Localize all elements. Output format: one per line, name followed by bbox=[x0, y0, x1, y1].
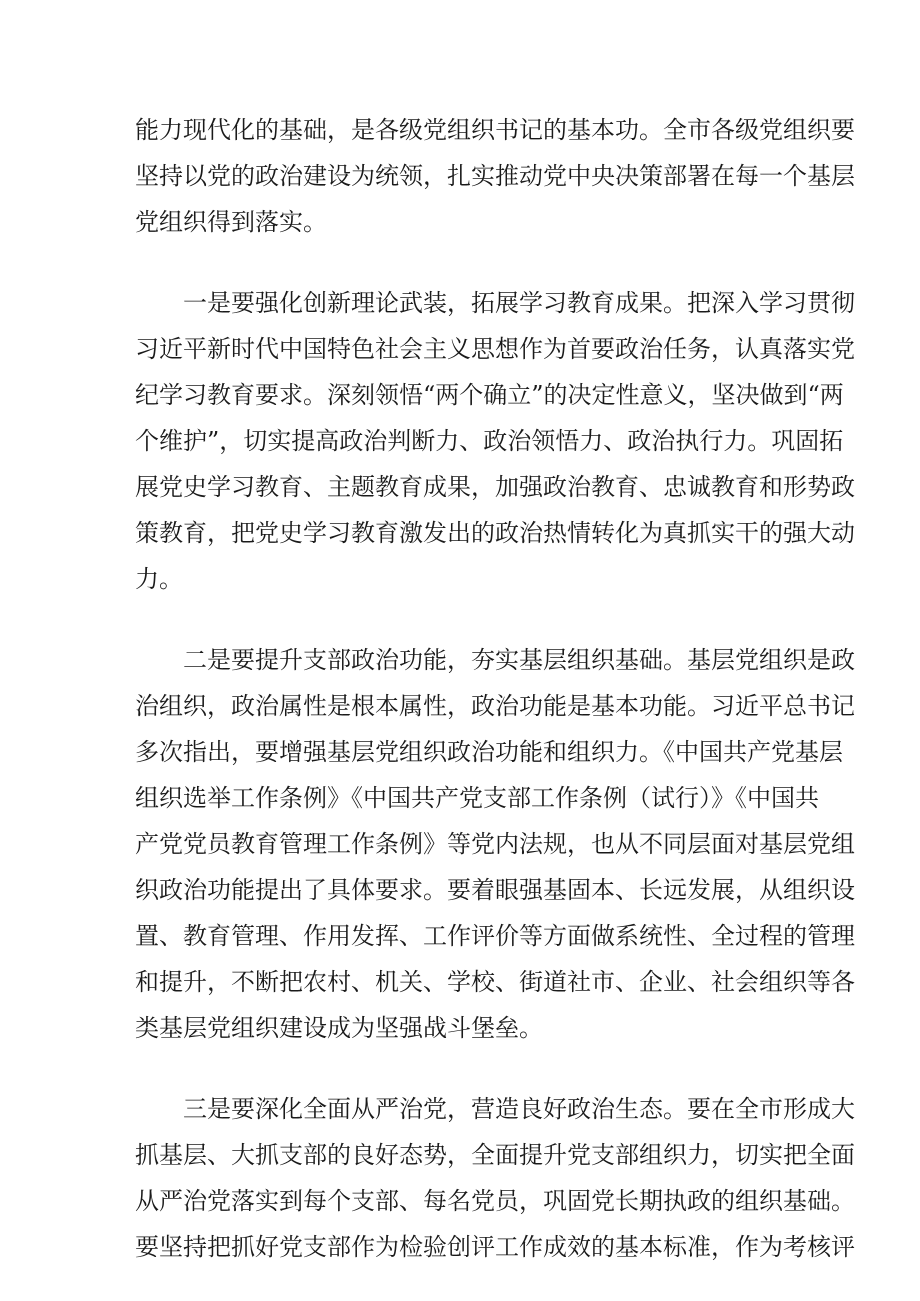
paragraph-4-line-3: 从严治党落实到每个支部、每名党员，巩固党长期执政的组织基础。 bbox=[135, 1187, 855, 1215]
paragraph-3-line-8: 和提升，不断把农村、机关、学校、街道社市、企业、社会组织等各 bbox=[135, 968, 855, 996]
paragraph-4-line-2: 抓基层、大抓支部的良好态势，全面提升党支部组织力，切实把全面 bbox=[135, 1141, 855, 1169]
paragraph-1-line-1: 能力现代化的基础，是各级党组织书记的基本功。全市各级党组织要 bbox=[135, 116, 855, 144]
paragraph-3-line-6: 织政治功能提出了具体要求。要着眼强基固本、长远发展，从组织设 bbox=[135, 876, 855, 904]
paragraph-2-line-4: 个维护”，切实提高政治判断力、政治领悟力、政治执行力。巩固拓 bbox=[135, 427, 844, 455]
paragraph-4-line-4: 要坚持把抓好党支部作为检验创评工作成效的基本标准，作为考核评 bbox=[135, 1233, 855, 1261]
paragraph-4-line-1: 三是要深化全面从严治党，营造良好政治生态。要在全市形成大 bbox=[183, 1095, 855, 1123]
paragraph-3-line-4: 组织选举工作条例》《中国共产党支部工作条例（试行）》《中国共 bbox=[135, 784, 819, 812]
paragraph-3-line-9: 类基层党组织建设成为坚强战斗堡垒。 bbox=[135, 1014, 543, 1042]
paragraph-3-line-3: 多次指出，要增强基层党组织政治功能和组织力。《中国共产党基层 bbox=[135, 738, 843, 766]
paragraph-2-line-5: 展党史学习教育、主题教育成果，加强政治教育、忠诚教育和形势政 bbox=[135, 473, 855, 501]
paragraph-1-line-2: 坚持以党的政治建设为统领，扎实推动党中央决策部署在每一个基层 bbox=[135, 162, 855, 190]
paragraph-2-line-2: 习近平新时代中国特色社会主义思想作为首要政治任务，认真落实党 bbox=[135, 335, 855, 363]
paragraph-3-line-2: 治组织，政治属性是根本属性，政治功能是基本功能。习近平总书记 bbox=[135, 692, 855, 720]
paragraph-2-line-6: 策教育，把党史学习教育激发出的政治热情转化为真抓实干的强大动 bbox=[135, 519, 855, 547]
paragraph-1-line-3: 党组织得到落实。 bbox=[135, 208, 327, 236]
paragraph-3-line-7: 置、教育管理、作用发挥、工作评价等方面做系统性、全过程的管理 bbox=[135, 922, 855, 950]
paragraph-2-line-3: 纪学习教育要求。深刻领悟“两个确立”的决定性意义，坚决做到“两 bbox=[135, 381, 844, 409]
paragraph-3-line-1: 二是要提升支部政治功能，夯实基层组织基础。基层党组织是政 bbox=[183, 646, 855, 674]
paragraph-2-line-1: 一是要强化创新理论武装，拓展学习教育成果。把深入学习贯彻 bbox=[183, 289, 855, 317]
paragraph-3-line-5: 产党党员教育管理工作条例》等党内法规，也从不同层面对基层党组 bbox=[135, 830, 855, 858]
paragraph-2-line-7: 力。 bbox=[135, 565, 183, 593]
